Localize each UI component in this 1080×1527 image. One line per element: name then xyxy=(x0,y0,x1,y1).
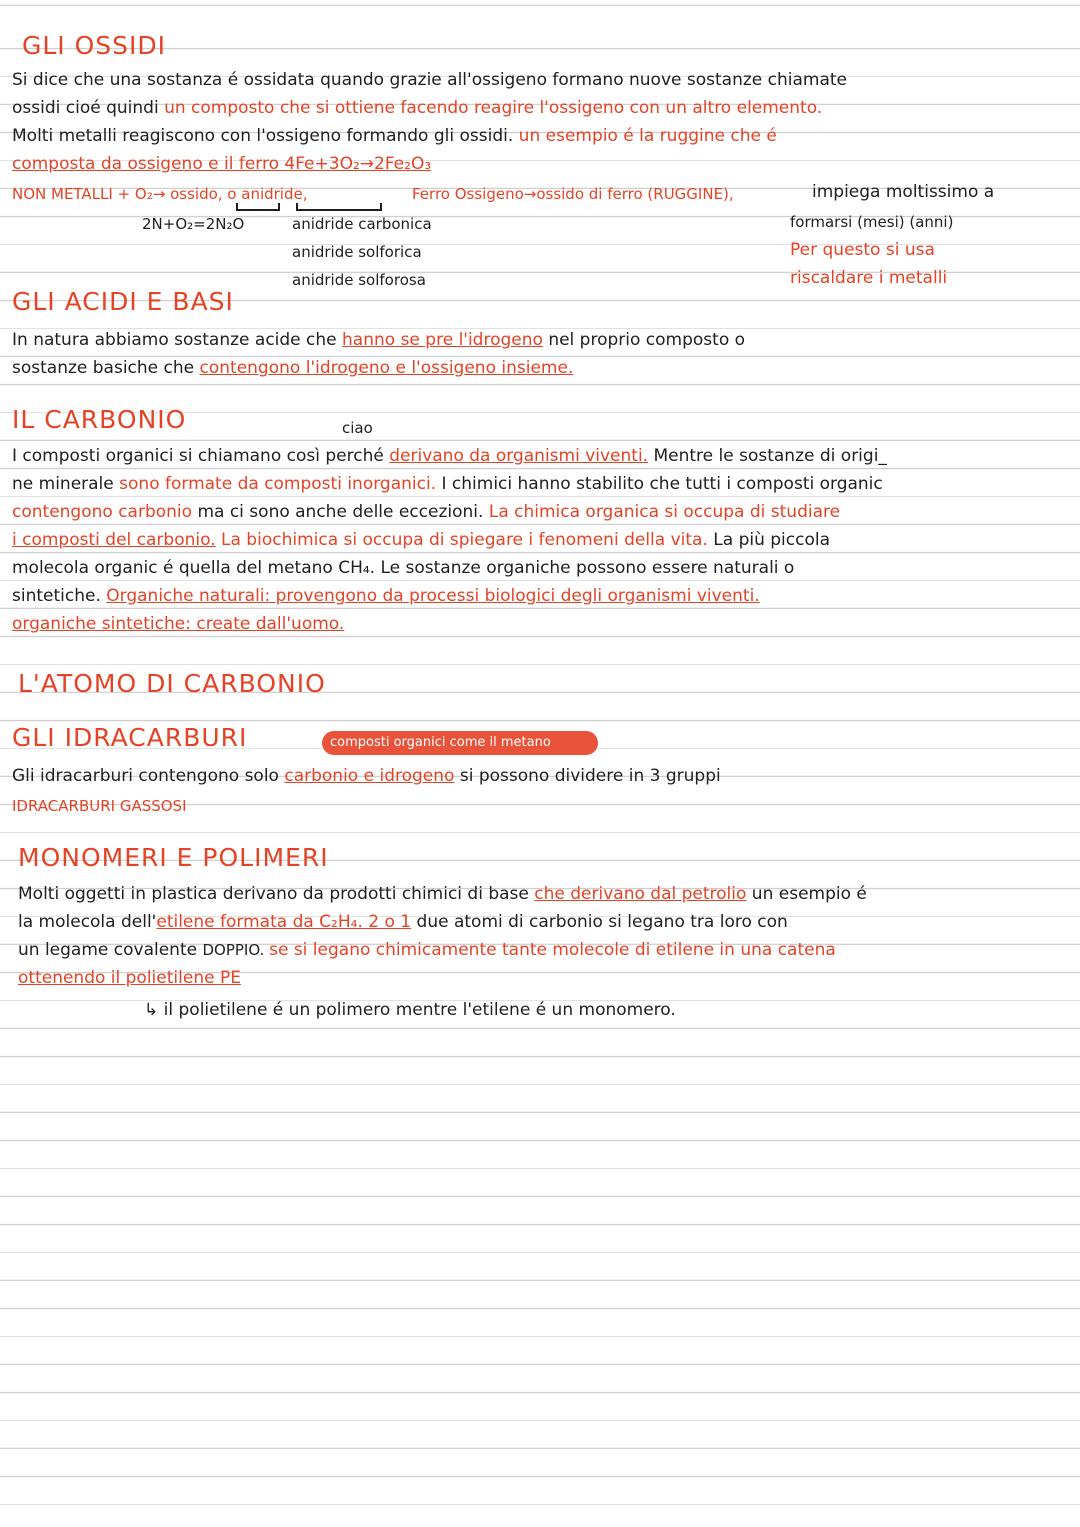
anidride-solforosa: anidride solforosa xyxy=(292,271,426,289)
pill-label: composti organici come il metano xyxy=(330,735,551,750)
ossidi-line-1: Si dice che una sostanza é ossidata quando grazie all'ossigeno formano nuove sostanze chiamate xyxy=(12,70,848,90)
monomeri-line-5: ↳ il polietilene é un polimero mentre l'etilene é un monomero. xyxy=(144,1000,676,1020)
section-title-monomeri: MONOMERI E POLIMERI xyxy=(18,843,329,872)
monomeri-line-3: un legame covalente DOPPIO. se si legano chimicamente tante molecole di etilene in una catena xyxy=(18,940,836,960)
brace-anidride xyxy=(296,203,382,211)
anidride-carbonica: anidride carbonica xyxy=(292,215,432,233)
ossidi-impiega: impiega moltissimo a xyxy=(812,182,995,202)
monomeri-line-1: Molti oggetti in plastica derivano da prodotti chimici di base che derivano dal petrolio un esempio é xyxy=(18,884,867,904)
acidi-line-1: In natura abbiamo sostanze acide che hanno se pre l'idrogeno nel proprio composto o xyxy=(12,330,746,350)
idrocarburi-highlight-pill xyxy=(322,731,598,755)
ossidi-riscaldare: riscaldare i metalli xyxy=(790,268,948,288)
ossidi-ruggine-eq: Ferro Ossigeno→ossido di ferro (RUGGINE), xyxy=(412,185,734,203)
ossidi-line-2: ossidi cioé quindi un composto che si ottiene facendo reagire l'ossigeno con un altro elemento. xyxy=(12,98,823,118)
carbonio-line-4: i composti del carbonio. La biochimica si occupa di spiegare i fenomeni della vita. La più piccola xyxy=(12,530,831,550)
section-title-atomo: L'ATOMO DI CARBONIO xyxy=(18,669,326,698)
acidi-line-2: sostanze basiche che contengono l'idrogeno e l'ossigeno insieme. xyxy=(12,358,574,378)
ossidi-line-3: Molti metalli reagiscono con l'ossigeno formando gli ossidi. un esempio é la ruggine che é xyxy=(12,126,777,146)
carbonio-line-6: sintetiche. Organiche naturali: provengono da processi biologici degli organismi viventi. xyxy=(12,586,760,606)
carbonio-note: ciao xyxy=(342,419,373,437)
idrocarburi-line-1: Gli idracarburi contengono solo carbonio e idrogeno si possono dividere in 3 gruppi xyxy=(12,766,721,786)
brace-ossido xyxy=(236,203,280,211)
carbonio-line-3: contengono carbonio ma ci sono anche delle eccezioni. La chimica organica si occupa di studiare xyxy=(12,502,841,522)
carbonio-line-5: molecola organic é quella del metano CH₄. Le sostanze organiche possono essere naturali o xyxy=(12,558,795,578)
carbonio-line-7: organiche sintetiche: create dall'uomo. xyxy=(12,614,345,634)
section-title-ossidi: GLI OSSIDI xyxy=(22,31,167,60)
carbonio-line-2: ne minerale sono formate da composti inorganici. I chimici hanno stabilito che tutti i composti organic xyxy=(12,474,883,494)
monomeri-line-4: ottenendo il polietilene PE xyxy=(18,968,241,988)
ossidi-line-4: composta da ossigeno e il ferro 4Fe+3O₂→2Fe₂O₃ xyxy=(12,154,432,174)
idrocarburi-gassosi: IDRACARBURI GASSOSI xyxy=(12,797,187,815)
anidride-solforica: anidride solforica xyxy=(292,243,422,261)
section-title-acidi: GLI ACIDI E BASI xyxy=(12,287,234,316)
section-title-idrocarburi: GLI IDRACARBURI xyxy=(12,723,248,752)
ossidi-nonmetalli: NON METALLI + O₂→ ossido, o anidride, xyxy=(12,185,308,203)
ossidi-formarsi: formarsi (mesi) (anni) xyxy=(790,213,954,231)
carbonio-line-1: I composti organici si chiamano così perché derivano da organismi viventi. Mentre le sostanze di origi_ xyxy=(12,446,887,466)
section-title-carbonio: IL CARBONIO xyxy=(12,405,187,434)
monomeri-line-2: la molecola dell'etilene formata da C₂H₄. 2 o 1 due atomi di carbonio si legano tra loro con xyxy=(18,912,788,932)
ossidi-reazione-azoto: 2N+O₂=2N₂O xyxy=(142,215,245,233)
ossidi-per-questo: Per questo si usa xyxy=(790,240,935,260)
